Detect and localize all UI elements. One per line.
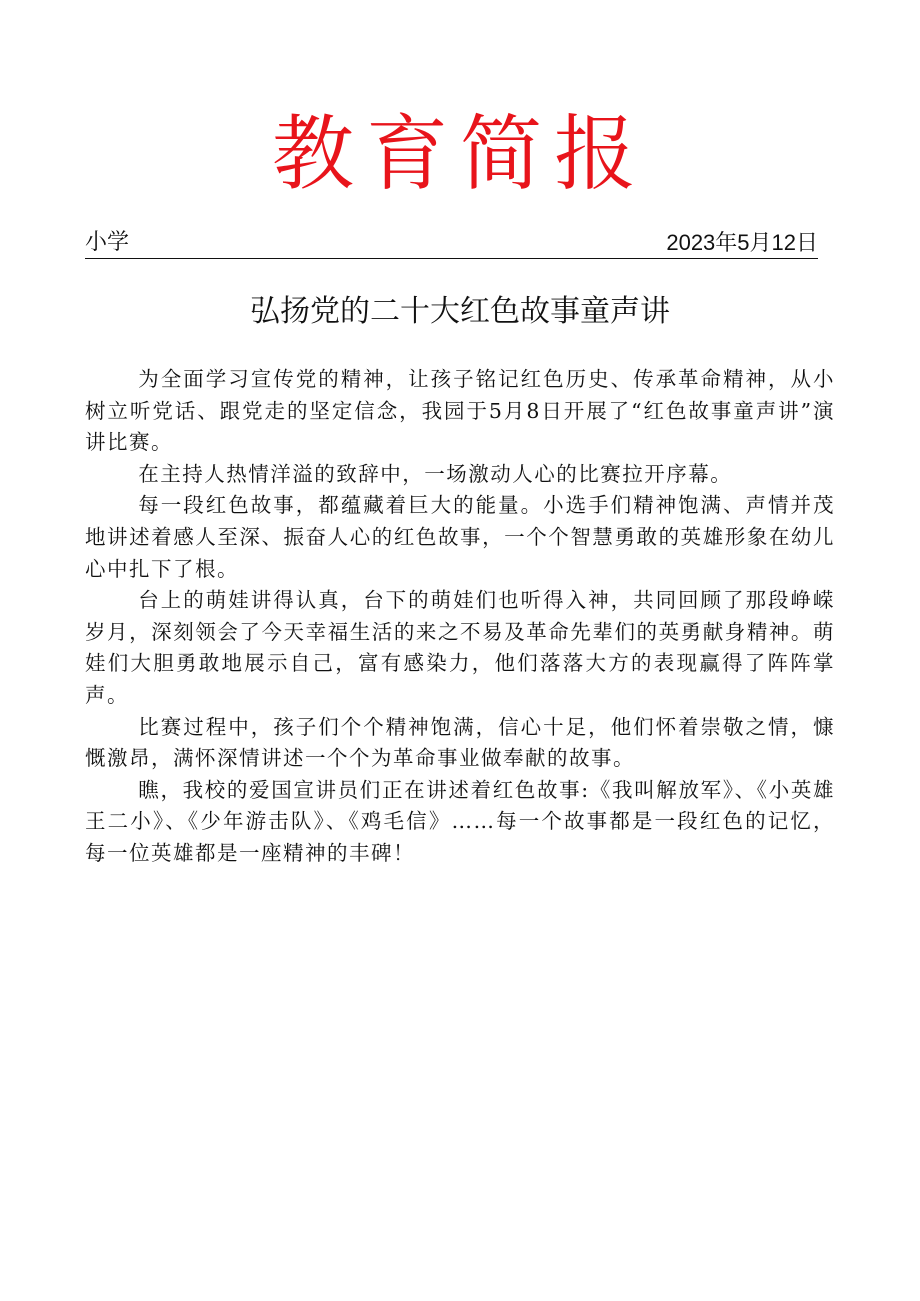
issue-date: 2023年5月12日 bbox=[666, 230, 818, 255]
article-paragraph: 比赛过程中，孩子们个个精神饱满，信心十足，他们怀着崇敬之情，慷慨激昂，满怀深情讲述一个个为革命事业做奉献的故事。 bbox=[85, 714, 835, 771]
article-paragraph: 每一段红色故事，都蕴藏着巨大的能量。小选手们精神饱满、声情并茂地讲述着感人至深、振奋人心的红色故事，一个个智慧勇敢的英雄形象在幼儿心中扎下了根。 bbox=[85, 493, 835, 581]
article-paragraph: 台上的萌娃讲得认真，台下的萌娃们也听得入神，共同回顾了那段峥嵘岁月，深刻领会了今天幸福生活的来之不易及革命先辈们的英勇献身精神。萌娃们大胆勇敢地展示自己，富有感染力，他们落落大方的表现赢得了阵阵掌声。 bbox=[85, 588, 835, 707]
newsletter-masthead-title: 教育简报 bbox=[271, 107, 648, 202]
article-paragraph: 为全面学习宣传党的精神，让孩子铭记红色历史、传承革命精神，从小树立听党话、跟党走的坚定信念，我园于5月8日开展了“红色故事童声讲”演讲比赛。 bbox=[85, 367, 835, 455]
article-paragraph: 瞧，我校的爱国宣讲员们正在讲述着红色故事:《我叫解放军》、《小英雄王二小》、《少年游击队》、《鸡毛信》……每一个故事都是一段红色的记忆，每一位英雄都是一座精神的丰碑！ bbox=[85, 777, 835, 865]
article-body bbox=[85, 364, 835, 870]
article-headline: 弘扬党的二十大红色故事童声讲 bbox=[250, 294, 670, 329]
info-row bbox=[85, 228, 818, 259]
article-paragraph: 在主持人热情洋溢的致辞中，一场激动人心的比赛拉开序幕。 bbox=[138, 461, 733, 486]
school-name: 小学 bbox=[85, 230, 130, 255]
